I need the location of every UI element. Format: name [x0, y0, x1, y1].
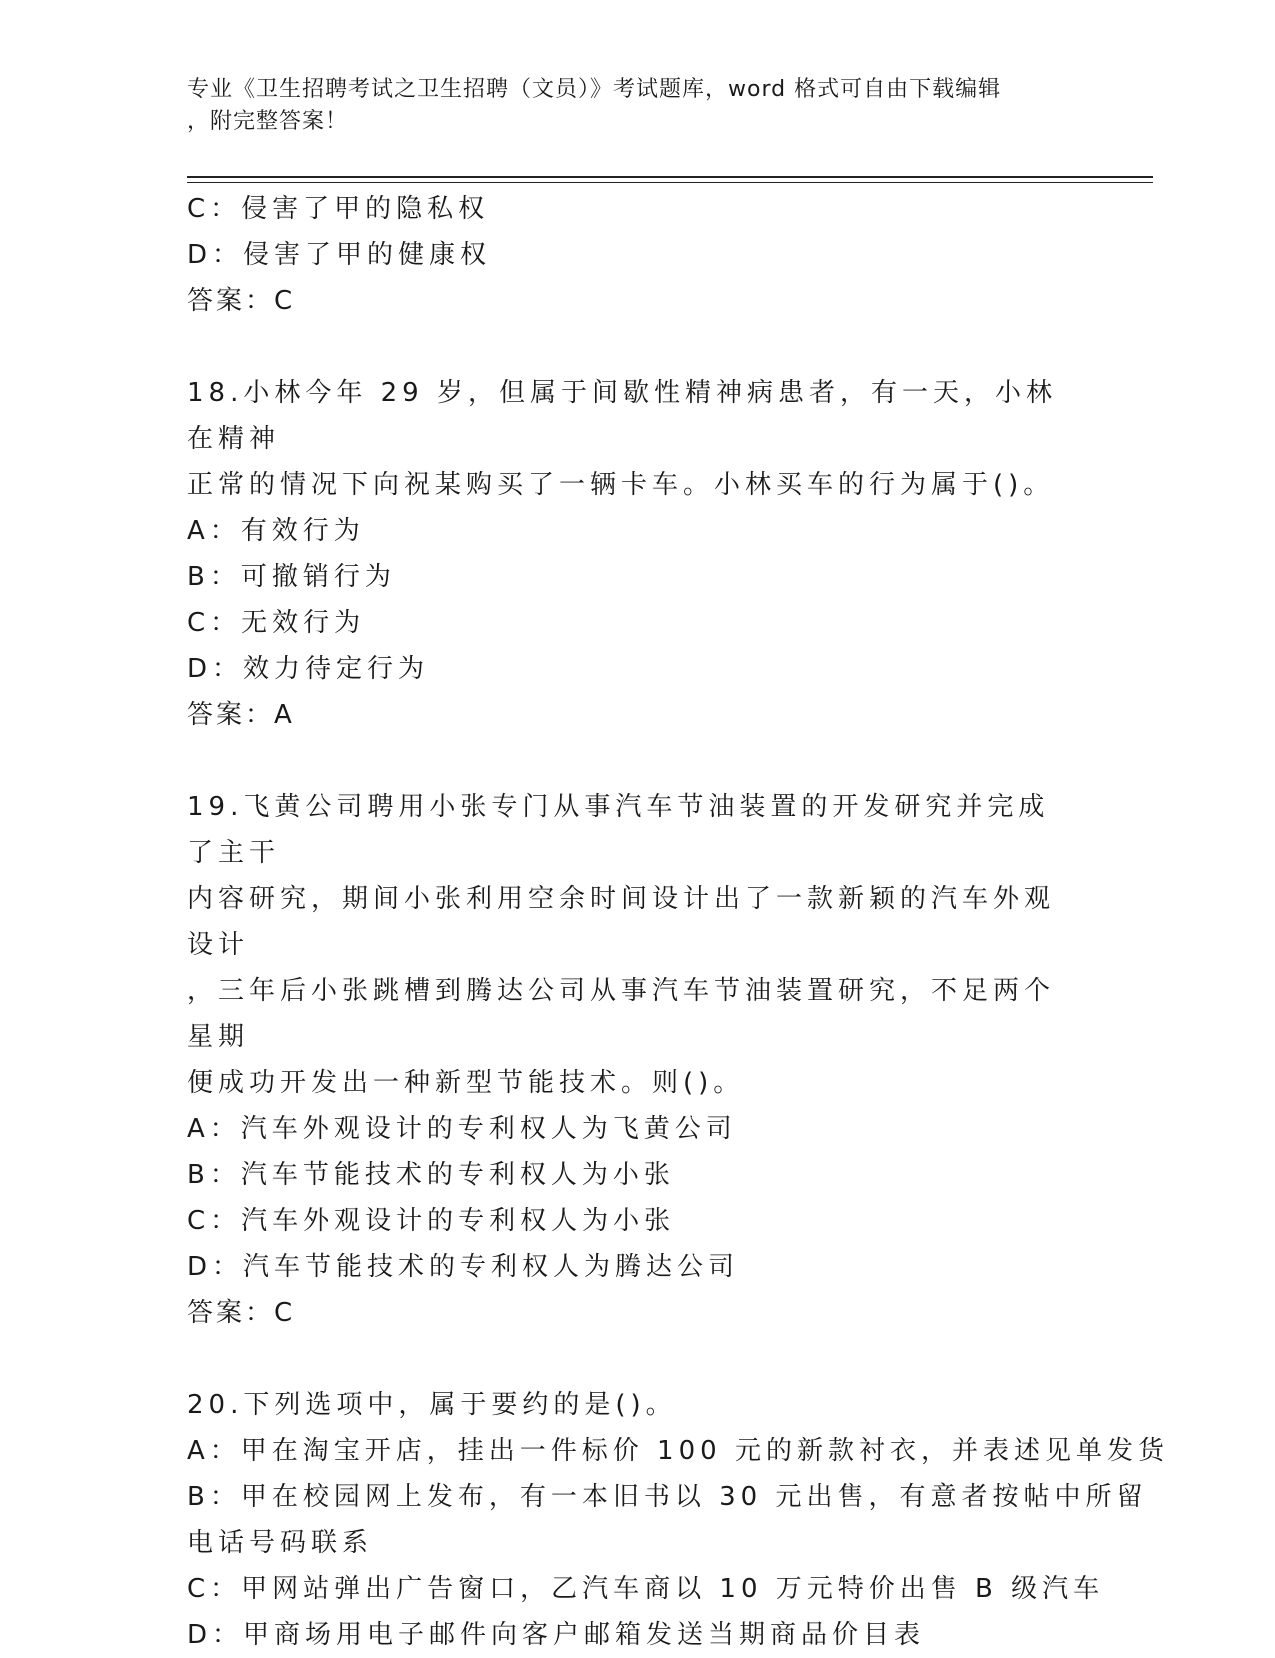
option-d: D：效力待定行为 — [187, 654, 430, 684]
option-c: C：汽车外观设计的专利权人为小张 — [187, 1206, 676, 1236]
page-header — [187, 74, 1067, 138]
header-rule-thin — [187, 182, 1153, 183]
question-text-line: 18.小林今年 29 岁，但属于间歇性精神病患者，有一天，小林在精神 — [187, 378, 1057, 454]
question-19 — [187, 784, 1067, 1336]
header-rule-thick — [187, 176, 1153, 178]
option-c: C：无效行为 — [187, 608, 366, 638]
question-content — [187, 186, 1169, 1658]
spacer — [187, 1336, 1067, 1382]
option-b: B：甲在校园网上发布，有一本旧书以 30 元出售，有意者按帖中所留 — [187, 1482, 1148, 1512]
option-c: C：侵害了甲的隐私权 — [187, 194, 490, 224]
option-d: D：汽车节能技术的专利权人为腾达公司 — [187, 1252, 740, 1282]
option-a: A：甲在淘宝开店，挂出一件标价 100 元的新款衬衣，并表述见单发货 — [187, 1436, 1169, 1466]
question-18 — [187, 370, 1067, 738]
spacer — [187, 738, 1067, 784]
option-b: B：汽车节能技术的专利权人为小张 — [187, 1160, 675, 1190]
option-d: D：甲商场用电子邮件向客户邮箱发送当期商品价目表 — [187, 1620, 926, 1650]
question-text-line: 内容研究，期间小张利用空余时间设计出了一款新颖的汽车外观设计 — [187, 884, 1056, 960]
question-text-line: 正常的情况下向祝某购买了一辆卡车。小林买车的行为属于()。 — [187, 470, 1055, 500]
answer-line: 答案：A — [187, 700, 295, 730]
option-d: D：侵害了甲的健康权 — [187, 240, 492, 270]
option-c: C：甲网站弹出广告窗口，乙汽车商以 10 万元特价出售 B 级汽车 — [187, 1574, 1105, 1604]
option-a: A：有效行为 — [187, 516, 365, 546]
answer-line: 答案：C — [187, 286, 296, 316]
question-text-line: ，三年后小张跳槽到腾达公司从事汽车节油装置研究，不足两个星期 — [187, 976, 1056, 1052]
option-a: A：汽车外观设计的专利权人为飞黄公司 — [187, 1114, 737, 1144]
header-line-1: 专业《卫生招聘考试之卫生招聘（文员）》考试题库，word 格式可自由下载编辑 — [187, 77, 1002, 102]
option-b-continuation: 电话号码联系 — [187, 1528, 374, 1558]
question-20 — [187, 1382, 1169, 1658]
question-text-line: 19.飞黄公司聘用小张专门从事汽车节油装置的开发研究并完成了主干 — [187, 792, 1050, 868]
spacer — [187, 324, 1067, 370]
header-line-2: ，附完整答案！ — [187, 109, 349, 134]
question-text-line: 20.下列选项中，属于要约的是()。 — [187, 1390, 677, 1420]
question-text-line: 便成功开发出一种新型节能技术。则()。 — [187, 1068, 745, 1098]
answer-line: 答案：C — [187, 1298, 296, 1328]
previous-question-tail — [187, 186, 1067, 324]
option-b: B：可撤销行为 — [187, 562, 396, 592]
